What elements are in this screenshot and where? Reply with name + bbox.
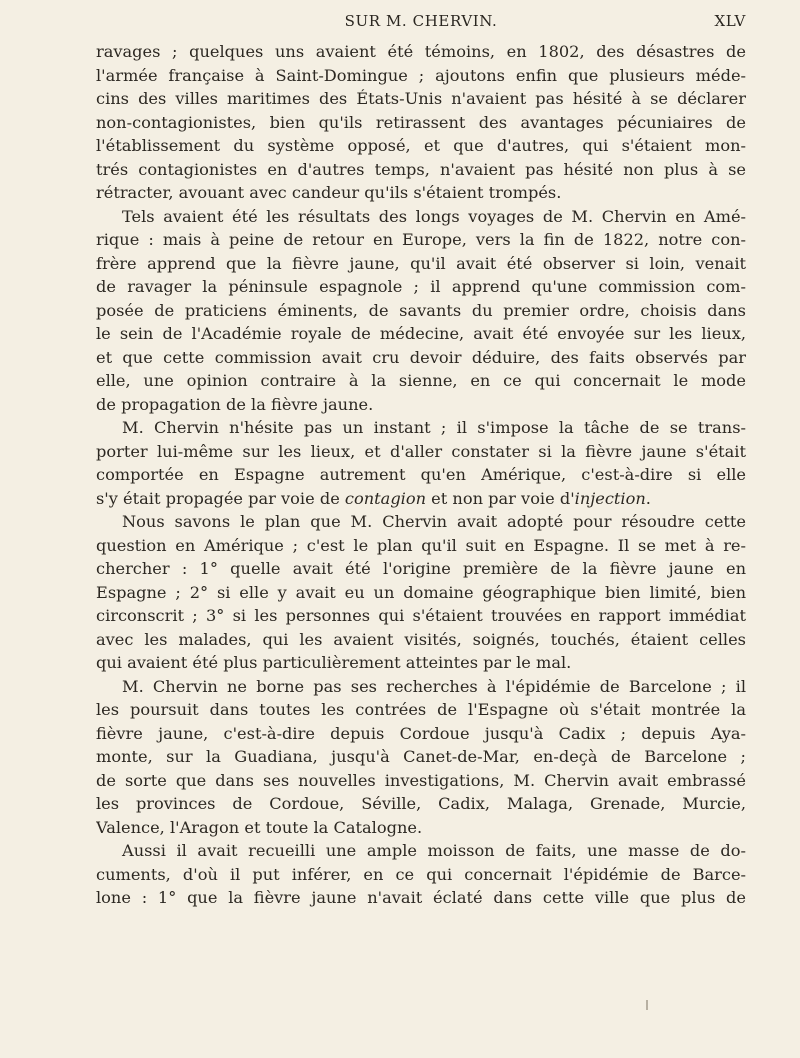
text-line: M. Chervin n'hésite pas un instant ; il s'impose la tâche de se trans-: [122, 418, 746, 437]
text-line: comportée en Espagne autrement qu'en Amérique, c'est-à-dire si elle: [96, 465, 746, 484]
text-line: posée de praticiens éminents, de savants du premier ordre, choisis dans: [96, 300, 746, 320]
text-line: de sorte que dans ses nouvelles investigations, M. Chervin avait embrassé: [96, 770, 746, 790]
text-line: avec les malades, qui les avaient visités, soignés, touchés, étaient celles: [96, 629, 746, 649]
body-text: [96, 40, 746, 910]
text-line: circonscrit ; 3° si les personnes qui s'étaient trouvées en rapport immédiat: [96, 606, 746, 625]
italic-word: contagion: [344, 488, 427, 508]
text-line: l'établissement du système opposé, et que d'autres, qui s'étaient mon-: [96, 136, 746, 155]
text-line: de ravager la péninsule espagnole ; il apprend qu'une commission com-: [96, 277, 746, 296]
text-line: les provinces de Cordoue, Séville, Cadix, Malaga, Grenade, Murcie,: [96, 794, 746, 813]
text-line: Tels avaient été les résultats des longs voyages de M. Chervin en Amé-: [122, 206, 746, 226]
text-line: Nous savons le plan que M. Chervin avait adopté pour résoudre cette: [122, 512, 746, 531]
text-line: et que cette commission avait cru devoir déduire, des faits observés par: [96, 347, 746, 367]
text-line: Aussi il avait recueilli une ample moisson de faits, une masse de do-: [122, 841, 746, 860]
text-line: chercher : 1° quelle avait été l'origine première de la fièvre jaune en: [96, 559, 746, 578]
text-line: Espagne ; 2° si elle y avait eu un domaine géographique bien limité, bien: [96, 582, 746, 602]
running-title: SUR M. CHERVIN.: [344, 12, 498, 30]
text-line: trés contagionistes en d'autres temps, n'avaient pas hésité non plus à se: [96, 159, 746, 179]
text-line: lone : 1° que la fièvre jaune n'avait éclaté dans cette ville que plus de: [96, 888, 746, 907]
text-line: monte, sur la Guadiana, jusqu'à Canet-de-Mar, en-deçà de Barcelone ;: [96, 747, 746, 766]
text-line: de propagation de la fièvre jaune.: [96, 394, 374, 414]
text-line: fièvre jaune, c'est-à-dire depuis Cordoue jusqu'à Cadix ; depuis Aya-: [96, 723, 746, 743]
paper-speck: [646, 1000, 648, 1010]
text-line: l'armée française à Saint-Domingue ; ajoutons enfin que plusieurs méde-: [96, 65, 746, 85]
text-line: le sein de l'Académie royale de médecine, avait été envoyée sur les lieux,: [96, 324, 746, 343]
text-line: les poursuit dans toutes les contrées de l'Espagne où s'était montrée la: [96, 700, 746, 719]
page-number: XLV: [714, 12, 746, 30]
text-line: M. Chervin ne borne pas ses recherches à l'épidémie de Barcelone ; il: [122, 676, 746, 696]
text-line: Valence, l'Aragon et toute la Catalogne.: [96, 817, 423, 837]
text-line: rétracter, avouant avec candeur qu'ils s'étaient trompés.: [96, 183, 562, 202]
italic-word: injection: [574, 488, 646, 508]
text-line: frère apprend que la fièvre jaune, qu'il avait été observer si loin, venait: [96, 253, 746, 273]
text-line: cins des villes maritimes des États-Unis n'avaient pas hésité à se déclarer: [96, 89, 746, 108]
running-header: [96, 10, 746, 34]
text-line: ravages ; quelques uns avaient été témoins, en 1802, des désastres de: [96, 42, 746, 61]
text-line: cuments, d'où il put inférer, en ce qui concernait l'épidémie de Barce-: [96, 864, 746, 884]
text-line: non-contagionistes, bien qu'ils retirassent des avantages pécuniaires de: [96, 112, 746, 132]
text-line: rique : mais à peine de retour en Europe, vers la fin de 1822, notre con-: [96, 230, 746, 249]
text-line: elle, une opinion contraire à la sienne, en ce qui concernait le mode: [96, 371, 746, 390]
text-line-with-italics: s'y était propagée par voie de contagion et non par voie d'injection.: [96, 488, 651, 508]
text-line: qui avaient été plus particulièrement atteintes par le mal.: [96, 653, 572, 672]
text-line: porter lui-même sur les lieux, et d'aller constater si la fièvre jaune s'était: [96, 441, 746, 461]
text-line: question en Amérique ; c'est le plan qu'il suit en Espagne. Il se met à re-: [96, 535, 746, 555]
